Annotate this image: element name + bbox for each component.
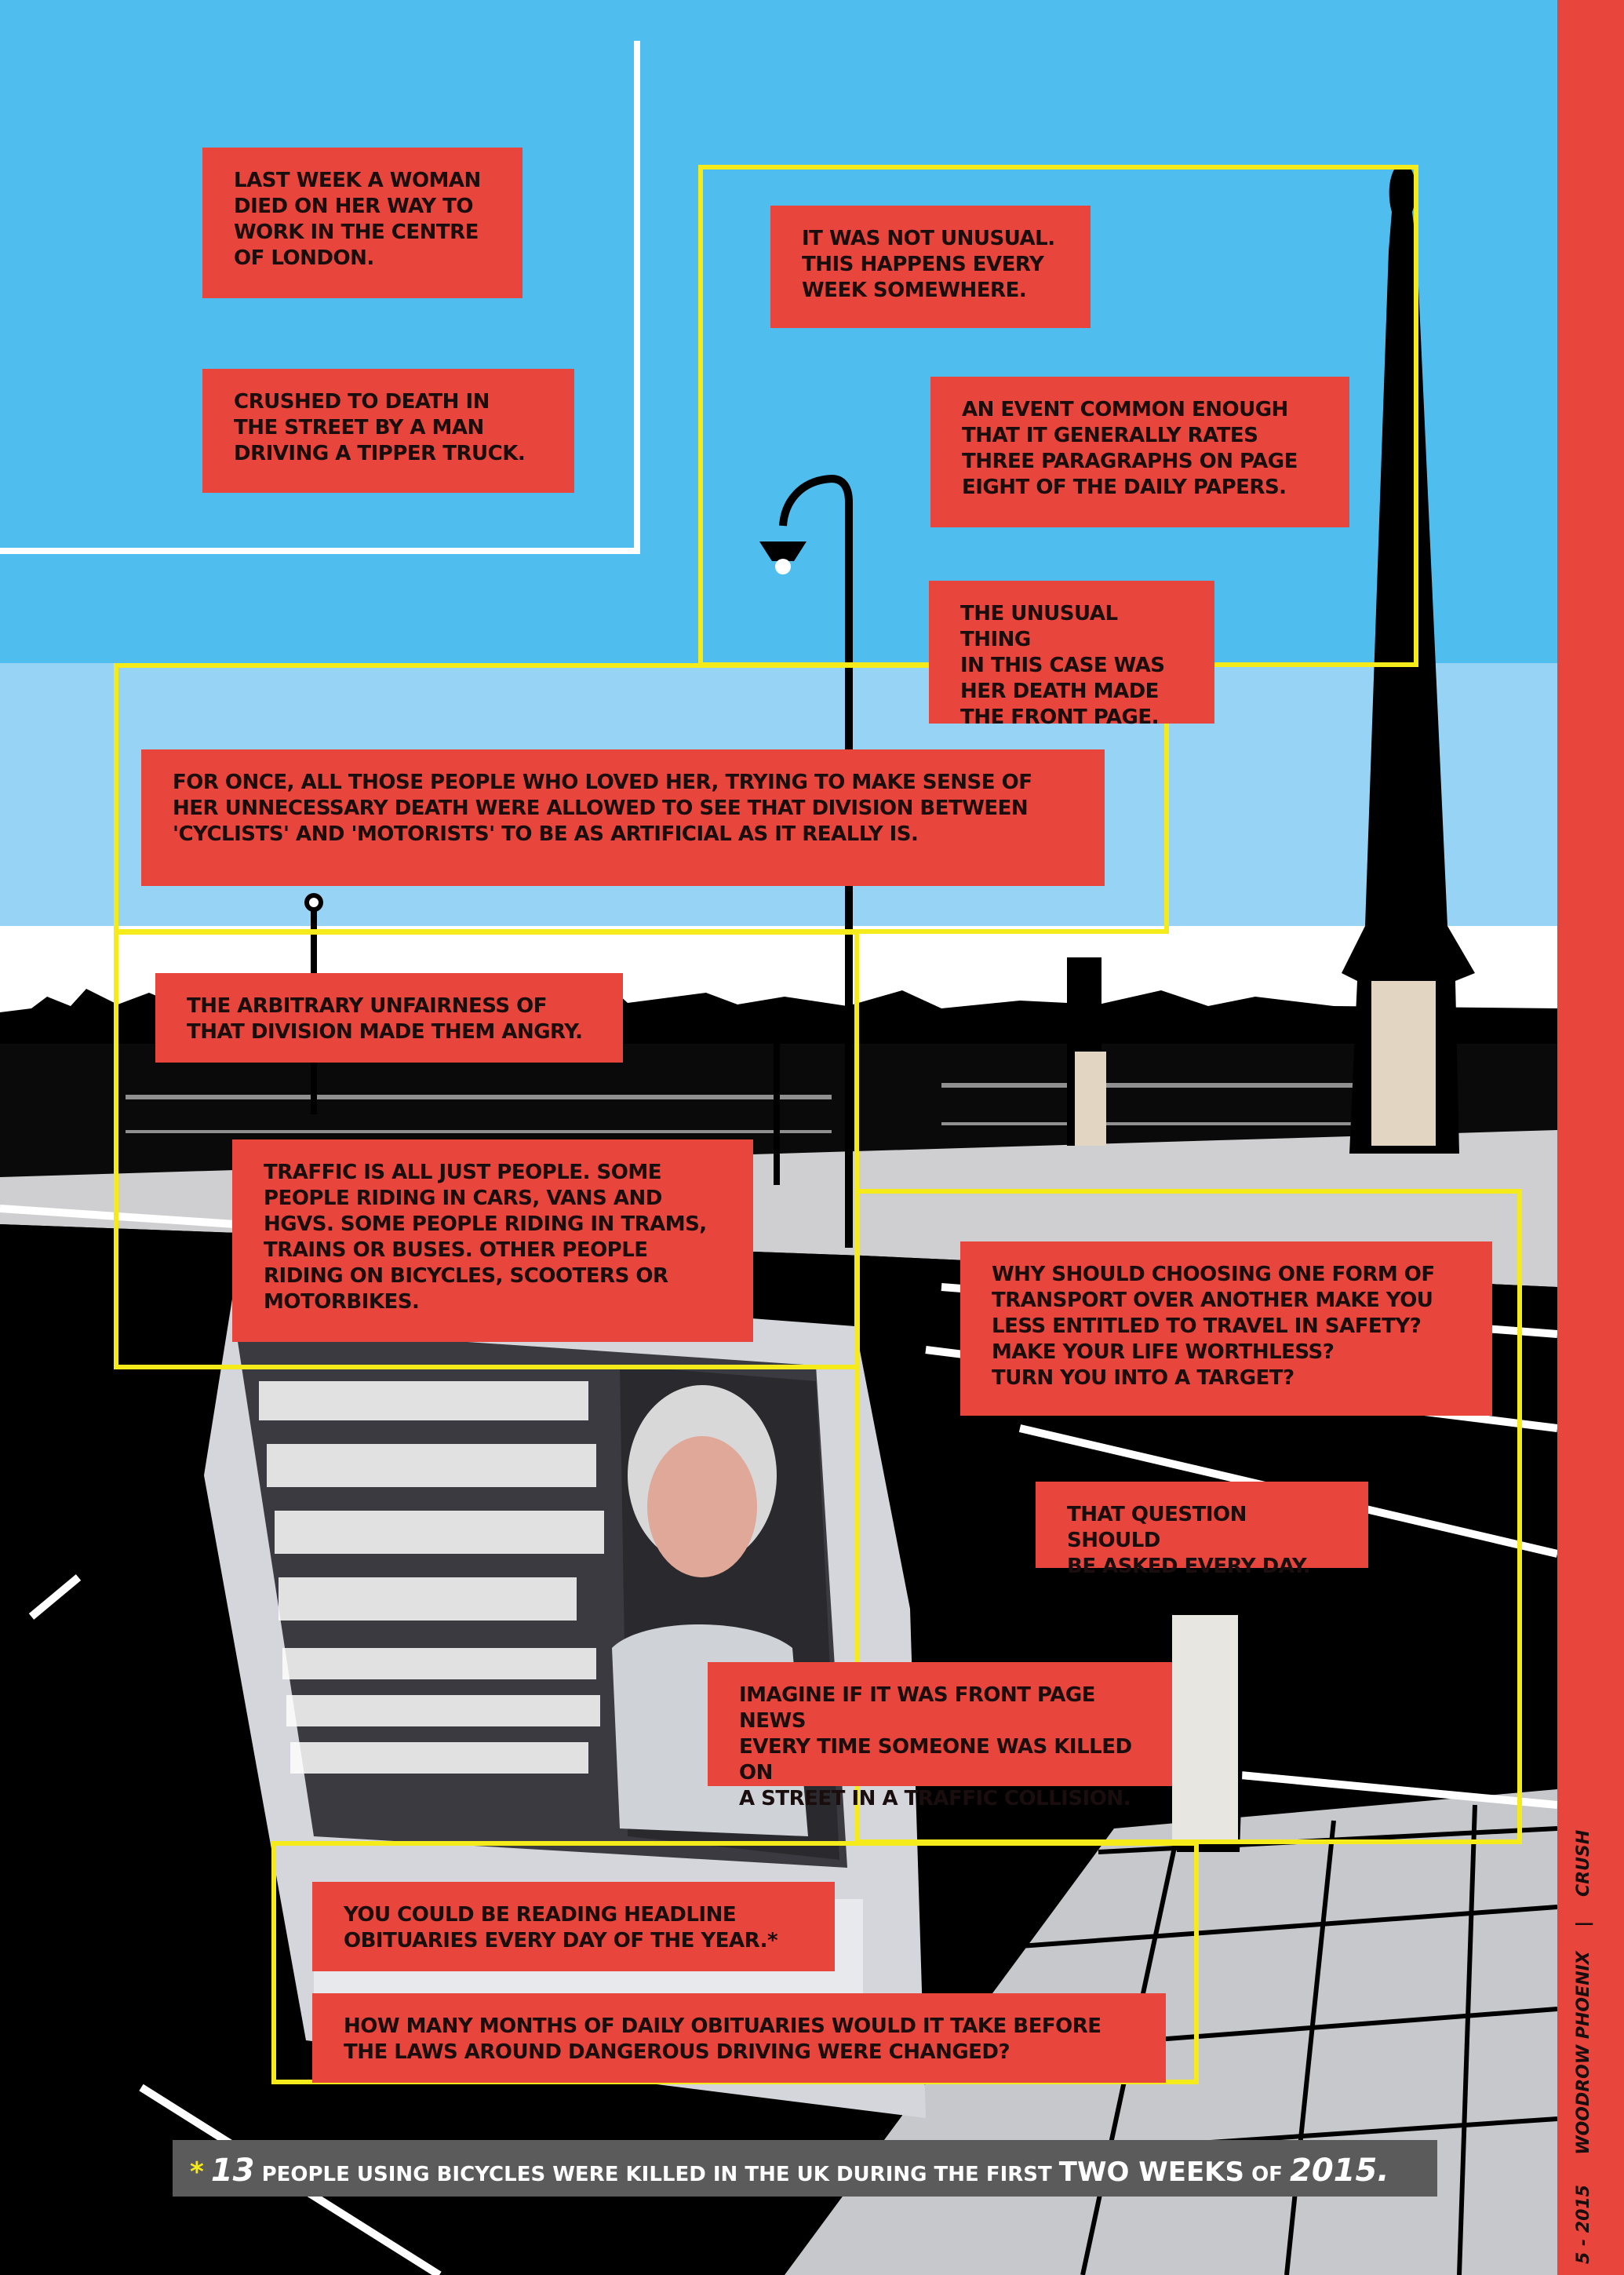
caption-box: THAT QUESTION SHOULD BE ASKED EVERY DAY. [1036,1482,1368,1568]
asterisk-icon: * [190,2157,204,2188]
caption-box: AN EVENT COMMON ENOUGH THAT IT GENERALLY RATES THREE PARAGRAPHS ON PAGE EIGHT OF THE DAILY PAPERS. [930,377,1349,527]
credit-date: 5 - 2015 [1574,2185,1593,2264]
caption-box: FOR ONCE, ALL THOSE PEOPLE WHO LOVED HER, TRYING TO MAKE SENSE OF HER UNNECESSARY DEATH WERE ALLOWED TO SEE THAT DIVISION BETWEEN 'CYCLISTS' AND 'MOTORISTS' TO BE AS ARTIFICIAL AS IT REALLY IS. [141,749,1105,886]
footnote-text: PEOPLE USING BICYCLES WERE KILLED IN THE UK DURING THE FIRST [254,2163,1059,2186]
credit-separator: | [1574,1920,1593,1927]
caption-box: YOU COULD BE READING HEADLINE OBITUARIES EVERY DAY OF THE YEAR.* [312,1882,835,1971]
footnote-year: 2015. [1290,2153,1389,2189]
caption-box: IMAGINE IF IT WAS FRONT PAGE NEWS EVERY TIME SOMEONE WAS KILLED ON A STREET IN A TRAFFIC COLLISION. [708,1662,1172,1786]
footnote-text-of: OF [1244,2163,1290,2186]
footnote-emphasis: TWO WEEKS [1058,2157,1245,2188]
caption-box: CRUSHED TO DEATH IN THE STREET BY A MAN DRIVING A TIPPER TRUCK. [202,369,574,493]
caption-box: IT WAS NOT UNUSUAL. THIS HAPPENS EVERY WEEK SOMEWHERE. [770,206,1091,328]
footnote-count: 13 [210,2153,255,2189]
caption-box: THE UNUSUAL THING IN THIS CASE WAS HER DEATH MADE THE FRONT PAGE. [929,581,1214,724]
credit-title: CRUSH [1574,1829,1593,1898]
caption-box: HOW MANY MONTHS OF DAILY OBITUARIES WOULD IT TAKE BEFORE THE LAWS AROUND DANGEROUS DRIVING WERE CHANGED? [312,1993,1166,2083]
footnote-bar [173,2140,1437,2197]
credit-line [1574,1830,1593,2264]
caption-box: TRAFFIC IS ALL JUST PEOPLE. SOME PEOPLE RIDING IN CARS, VANS AND HGVS. SOME PEOPLE RIDING IN TRAMS, TRAINS OR BUSES. OTHER PEOPLE RIDING ON BICYCLES, SCOOTERS OR MOTORBIKES. [232,1139,753,1342]
caption-box: WHY SHOULD CHOOSING ONE FORM OF TRANSPORT OVER ANOTHER MAKE YOU LESS ENTITLED TO TRAVEL IN SAFETY? MAKE YOUR LIFE WORTHLESS? TURN YOU INTO A TARGET? [960,1241,1492,1416]
caption-box: THE ARBITRARY UNFAIRNESS OF THAT DIVISION MADE THEM ANGRY. [155,973,623,1063]
caption-box: LAST WEEK A WOMAN DIED ON HER WAY TO WORK IN THE CENTRE OF LONDON. [202,148,523,298]
obelisk-plinth [1371,981,1436,1146]
credit-author: WOODROW PHOENIX [1574,1951,1593,2155]
